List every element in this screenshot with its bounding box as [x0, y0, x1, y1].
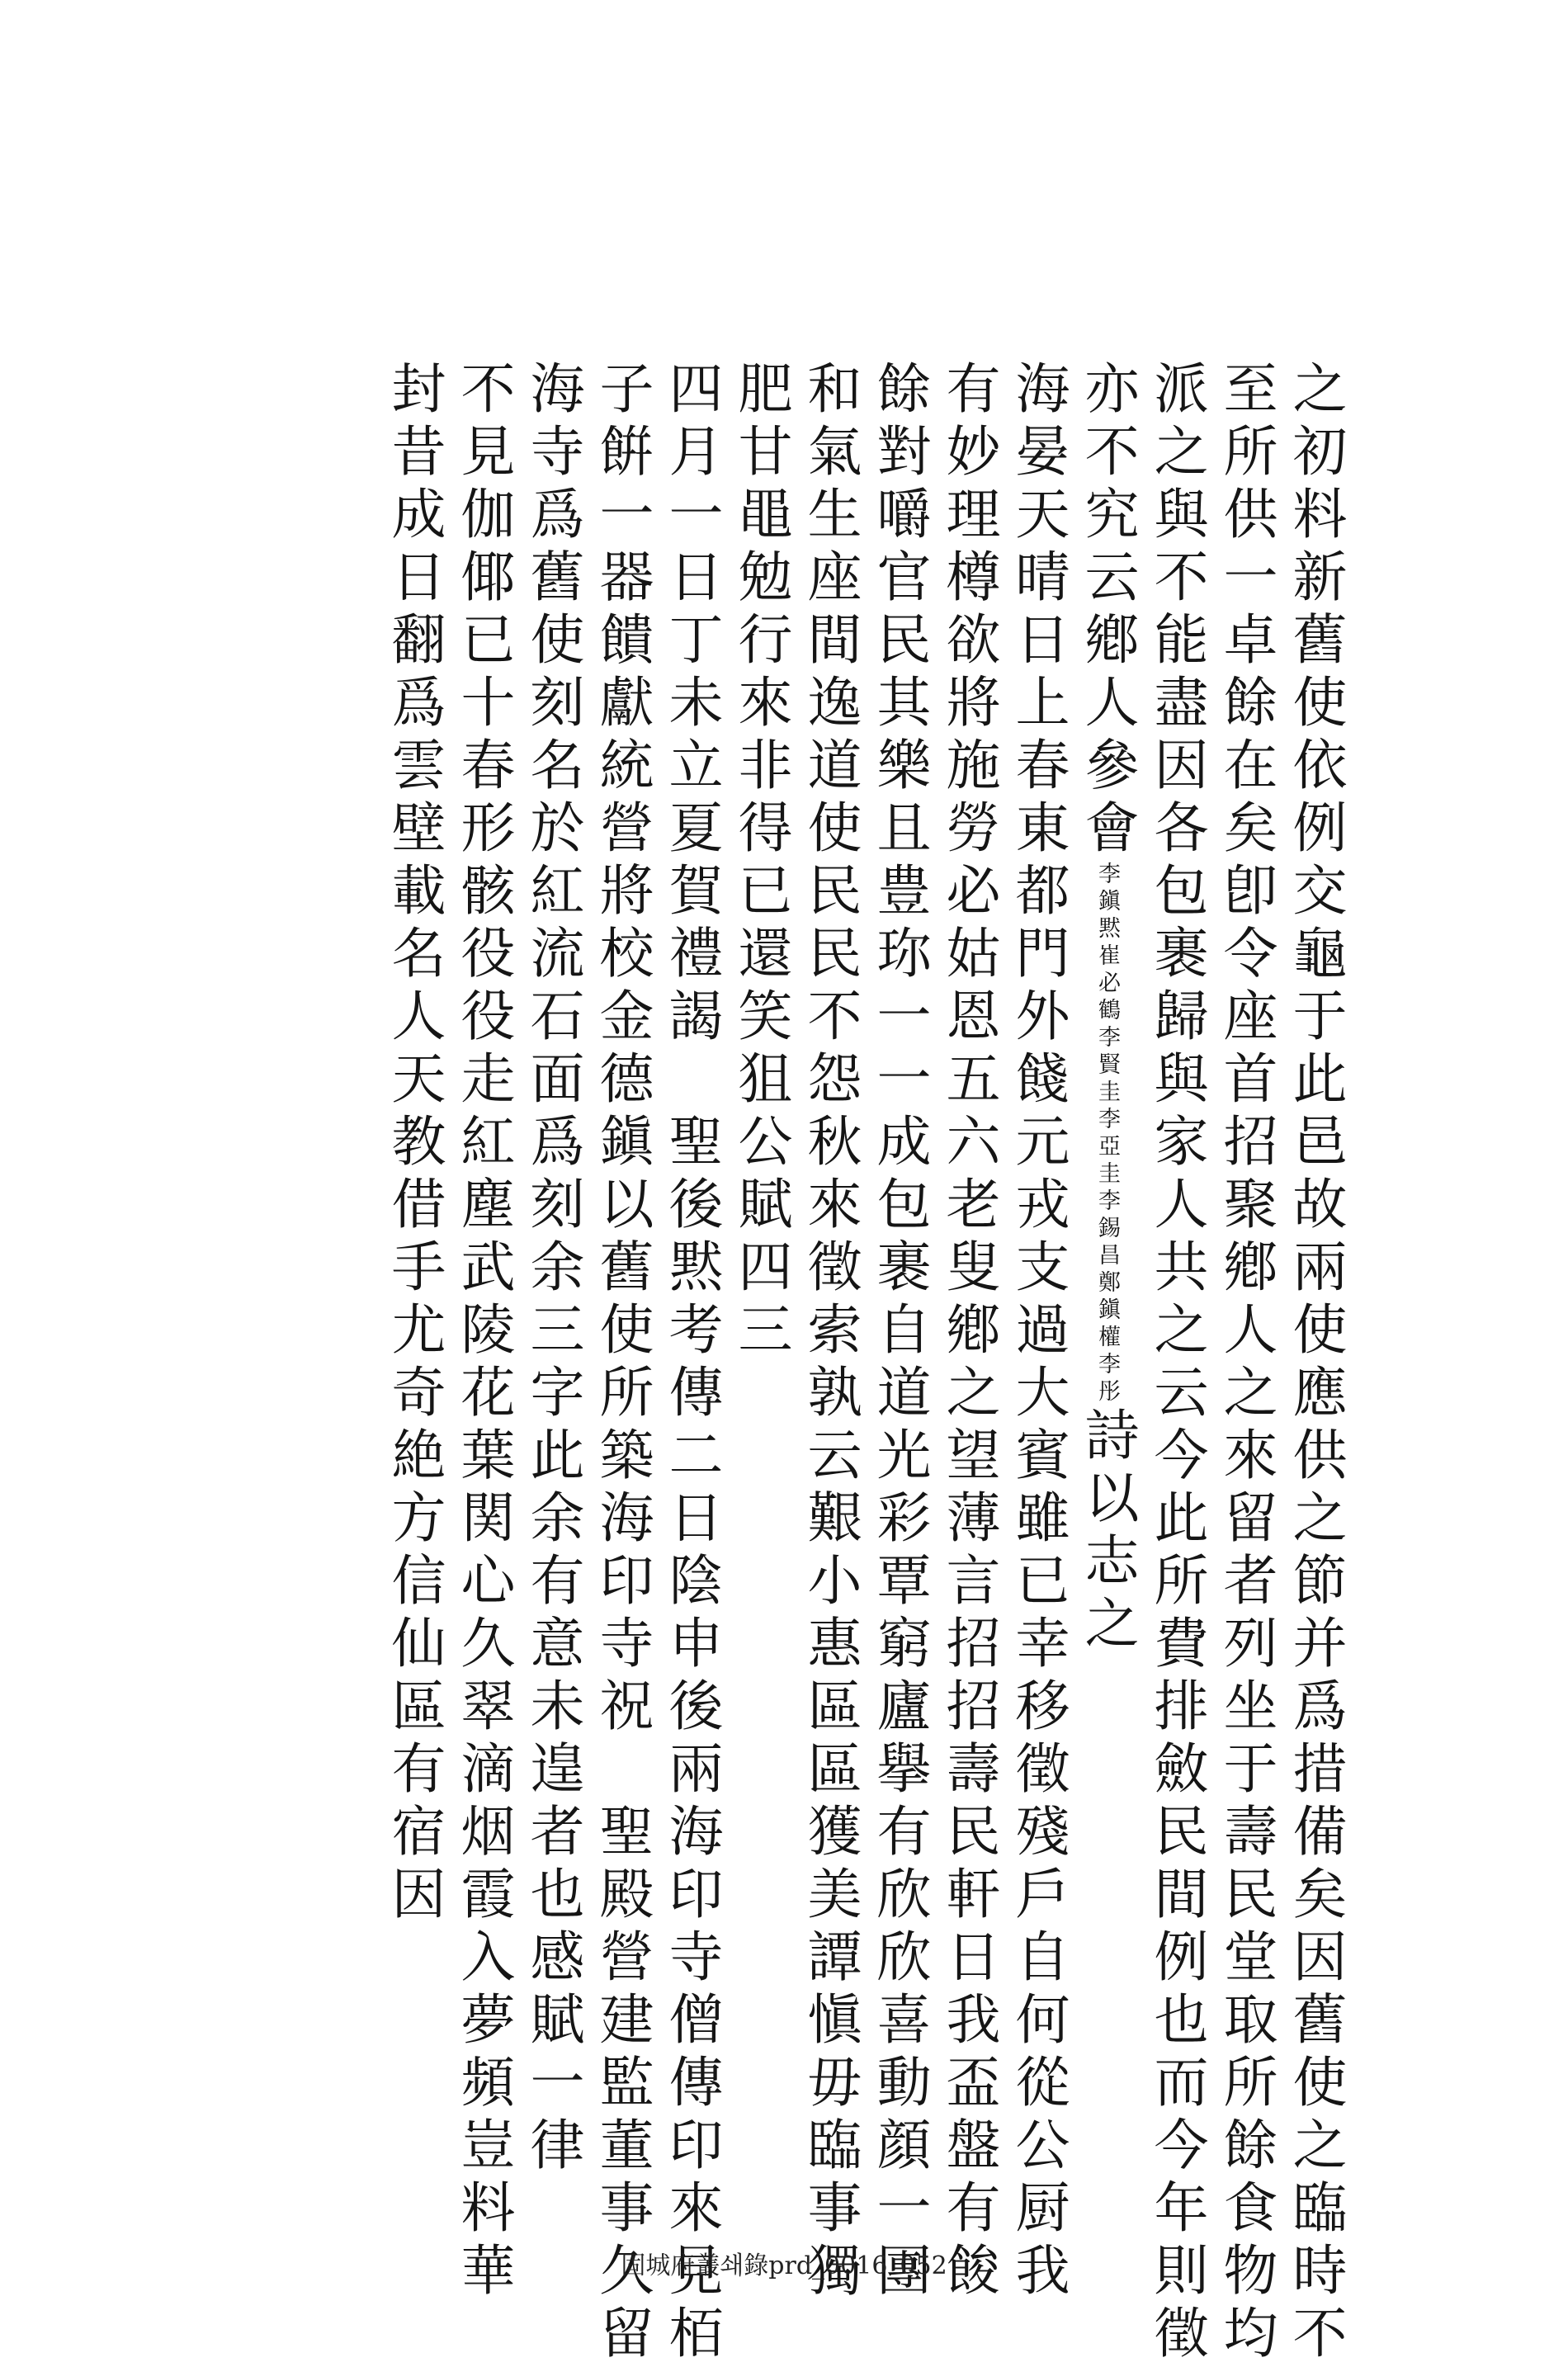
column-text: 封昔成日翻爲雲壁載名人天教借手尤奇絶方信仙區有宿因 — [382, 360, 446, 1928]
annotation-names: 李鎭黙崔必鶴李賢圭李亞圭李錫昌鄭鎭權李彤 — [1094, 862, 1120, 1406]
text-column — [1006, 360, 1070, 2304]
text-column — [1214, 360, 1278, 2367]
text-column — [937, 360, 1000, 2304]
text-column — [798, 360, 862, 2304]
column-text: 海晏天晴日上春東都門外餞元戎支過大賓雖已幸移徵殘戶自何從公厨我 — [1006, 360, 1070, 2304]
column-text: 餘對嚼官民其樂且豊珎一一成包裹自道光彩覃窮廬擧有欣欣喜動顔一團 — [867, 360, 931, 2304]
text-column — [451, 360, 515, 2304]
text-column — [729, 360, 792, 1363]
text-column — [590, 360, 654, 2367]
column-text: 和氣生座間逸道使民民不怨秋來徵索孰云艱小惠區區獲美譚愼毋臨事獨 — [798, 360, 862, 2304]
text-column — [867, 360, 931, 2304]
text-column — [1145, 360, 1208, 2367]
column-text: 有妙理樽欲將施勞必姑恩五六老叟鄕之望薄言招招壽民軒日我盃盤有餕 — [937, 360, 1000, 2304]
text-column — [382, 360, 446, 1928]
text-column — [1075, 360, 1139, 1657]
column-text: 四月一日丁未立夏賀禮謁 聖後黙考傳二日陰申後兩海印寺僧傳印來見栢 — [659, 360, 723, 2367]
column-text: 海寺爲舊使刻名於紅流石面爲刻余三字此余有意未遑者也感賦一律 — [521, 360, 584, 2179]
column-text: 肥甘黽勉行來非得已還笑狙公賦四三 — [729, 360, 792, 1363]
column-text: 不見伽倻已十春形骸役役走紅塵武陵花葉関心久翠滴烟霞入夢頻豈料華 — [451, 360, 515, 2304]
column-text: 詩以志之 — [1075, 1406, 1139, 1657]
column-text: 至所供一卓餘在矣卽令座首招聚鄕人之來留者列坐于壽民堂取所餘食物均 — [1214, 360, 1278, 2367]
column-text: 派之與不能盡因各包裹歸與家人共之云今此所費排斂民間例也而今年則徵 — [1145, 360, 1208, 2367]
text-column — [521, 360, 584, 2179]
column-text: 子餠一器饋獻統營將校金德鎭以舊使所築海印寺祝 聖殿營建監董事久留 — [590, 360, 654, 2367]
column-text: 之初料新舊使依例交龜于此邑故兩使應供之節并爲措備矣因舊使之臨時不 — [1283, 360, 1347, 2367]
page-footer: 固城府叢쇄錄prd_0016_052 — [621, 2251, 947, 2280]
text-column — [1283, 360, 1347, 2367]
column-text: 亦不究云鄕人參會 — [1075, 360, 1139, 862]
text-column — [659, 360, 723, 2367]
